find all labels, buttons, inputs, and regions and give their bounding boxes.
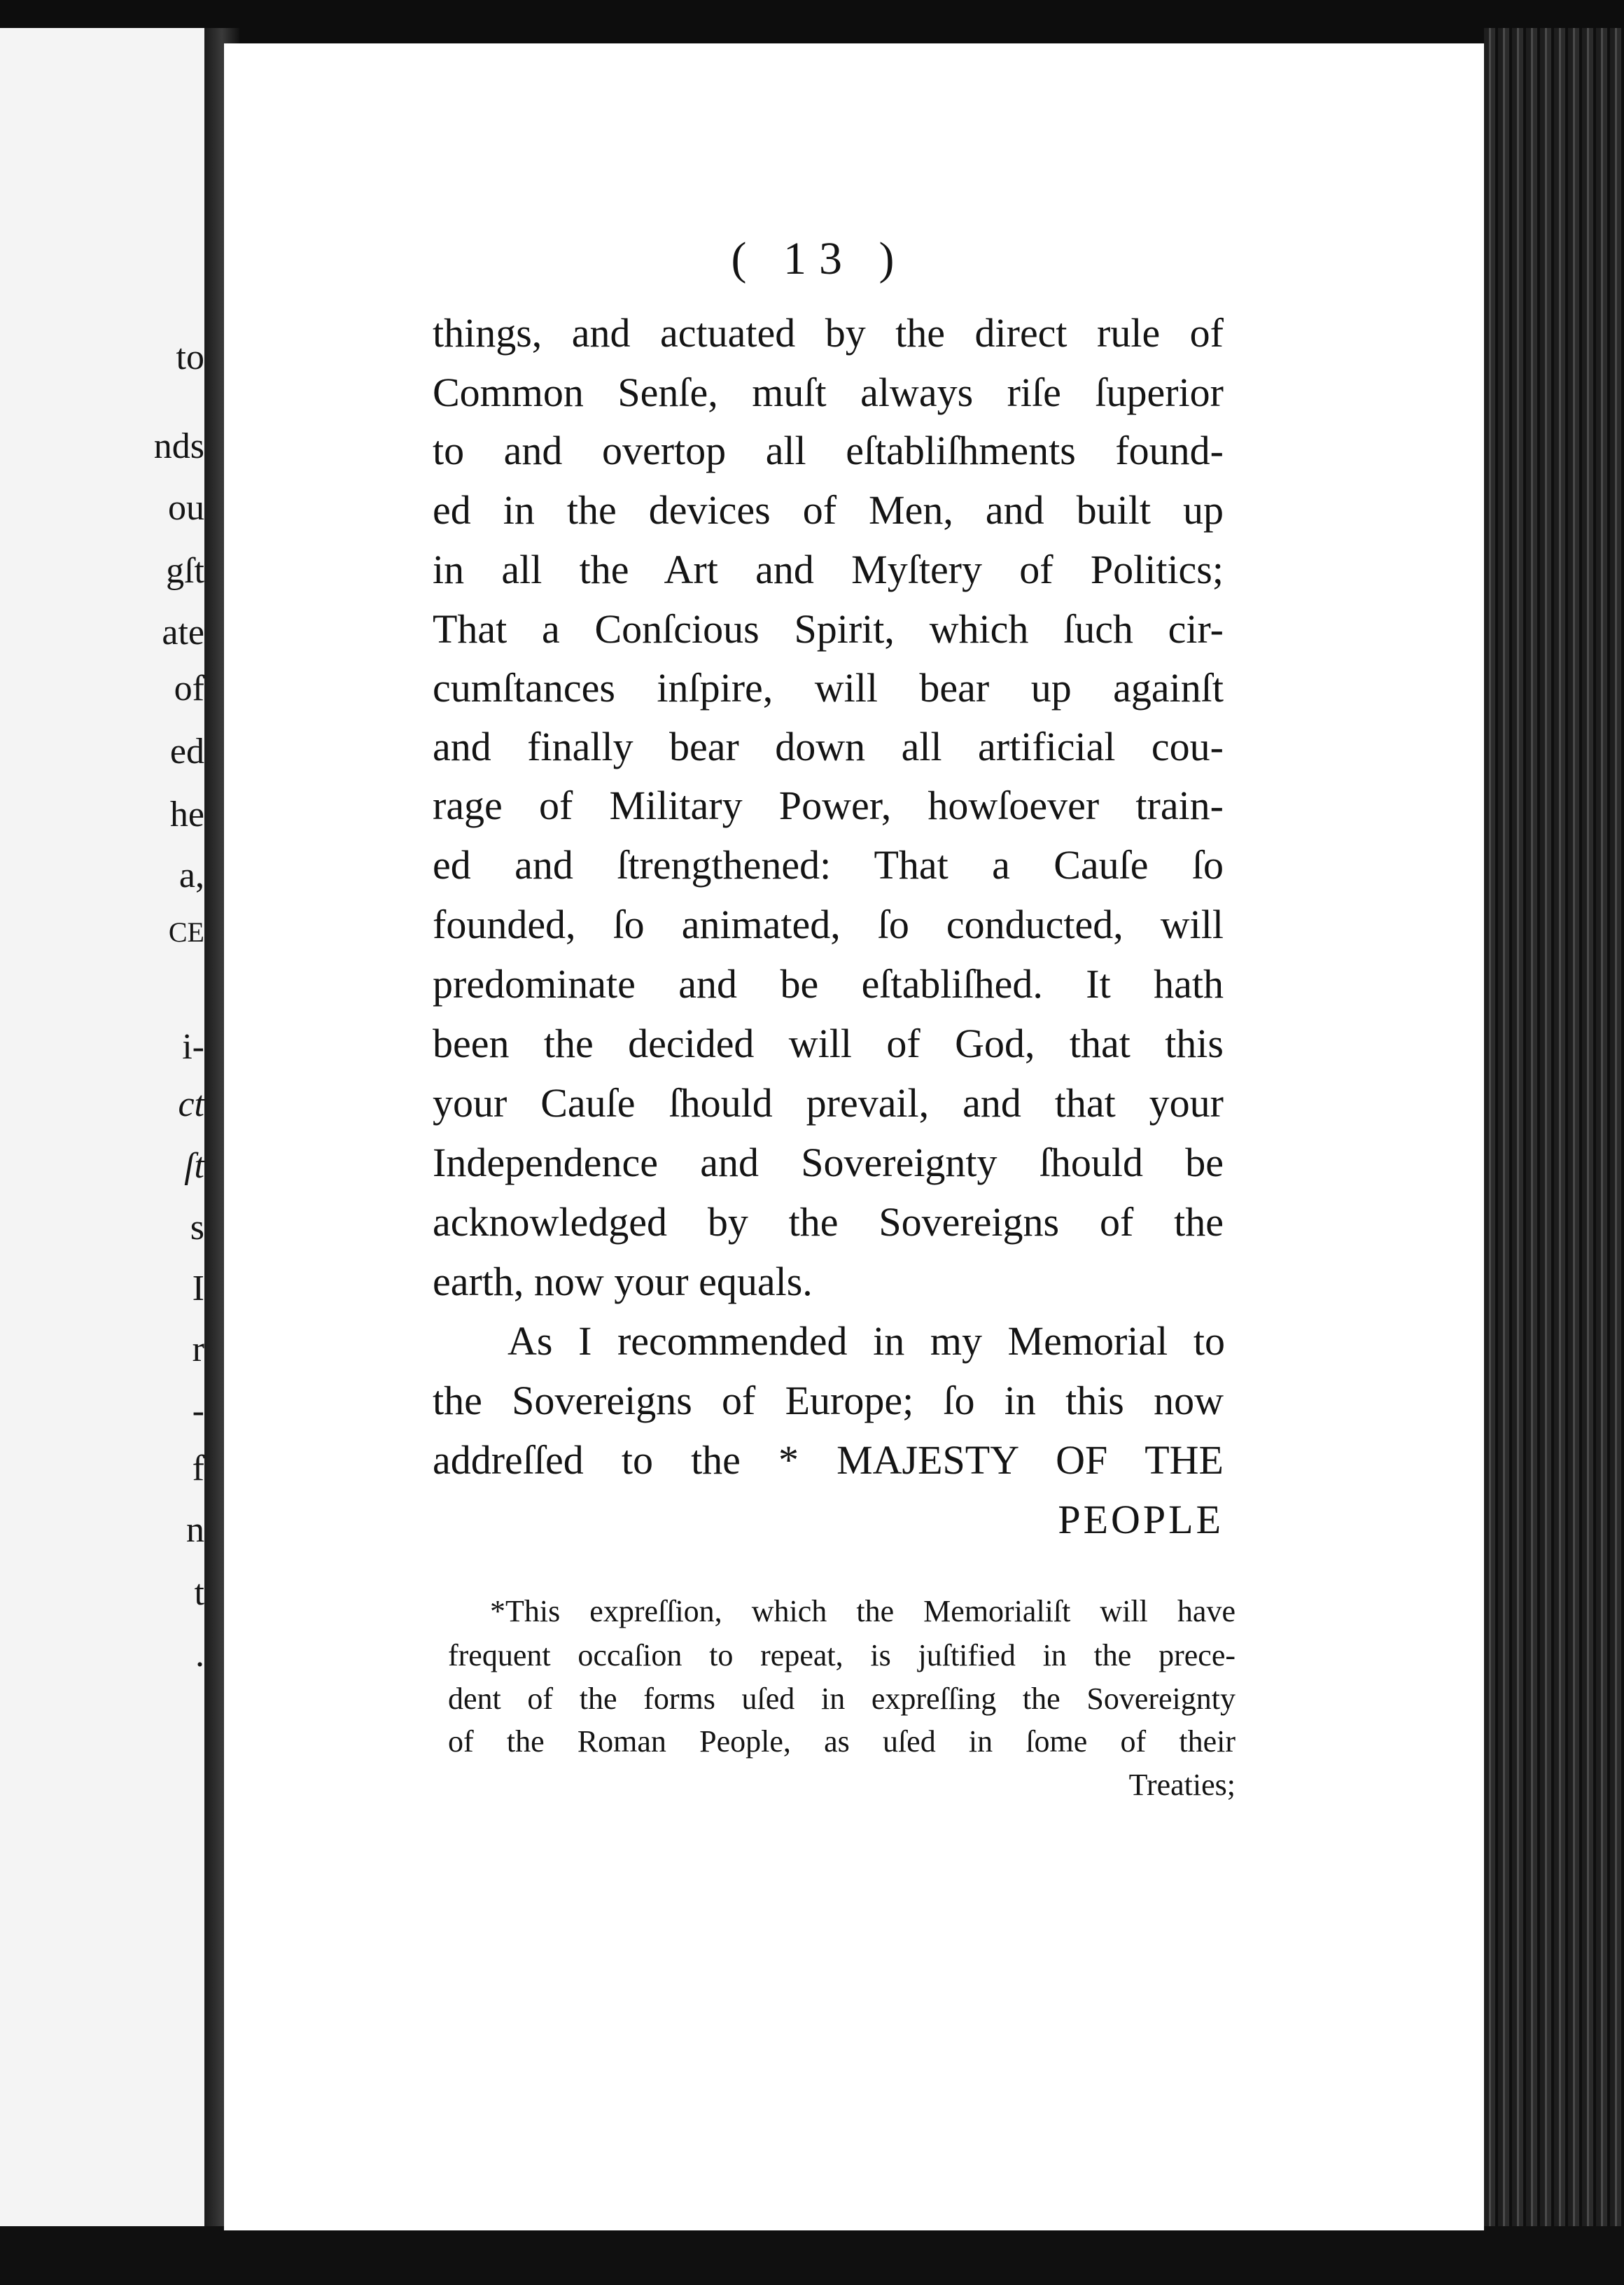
- text-line: cumſtances inſpire, will bear up againſt: [433, 665, 1224, 711]
- left-page-fragment: nds: [153, 426, 204, 466]
- footnote-line: *This expreſſion, which the Memorialiſt will have: [490, 1594, 1236, 1628]
- text-line: and finally bear down all artificial cou-: [433, 724, 1224, 769]
- footnote-catchword: Treaties;: [1128, 1768, 1236, 1802]
- left-page-fragment: ct: [178, 1084, 204, 1124]
- left-page-fragment: .: [195, 1635, 204, 1675]
- footnote-line: frequent occaſion to repeat, is juſtified in the prece-: [448, 1638, 1236, 1672]
- left-page-fragment: i-: [182, 1027, 204, 1067]
- text-line: predominate and be eſtabliſhed. It hath: [433, 961, 1224, 1007]
- text-line: addreſſed to the * MAJESTY OF THE: [433, 1437, 1224, 1483]
- left-page-fragment: -: [192, 1391, 204, 1431]
- text-line: Independence and Sovereignty ſhould be: [433, 1140, 1224, 1185]
- text-line: in all the Art and Myſtery of Politics;: [433, 547, 1224, 592]
- left-page-fragment: ate: [162, 613, 204, 652]
- previous-page-strip: [0, 28, 204, 2226]
- page-number: ( 13 ): [731, 233, 907, 284]
- text-line: things, and actuated by the direct rule of: [433, 310, 1224, 356]
- left-page-fragment: gſt: [166, 551, 204, 591]
- scan-bottom-border: [0, 2226, 1624, 2285]
- left-page-fragment: a,: [178, 855, 204, 895]
- left-page-fragment: of: [174, 669, 204, 708]
- text-line: founded, ſo animated, ſo conducted, will: [433, 902, 1224, 947]
- text-line: earth, now your equals.: [433, 1259, 813, 1304]
- left-page-fragment: n: [186, 1510, 204, 1550]
- text-line: been the decided will of God, that this: [433, 1021, 1224, 1066]
- text-line: to and overtop all eſtabliſhments found-: [433, 428, 1224, 473]
- text-line: your Cauſe ſhould prevail, and that your: [433, 1080, 1224, 1126]
- left-page-fragment: f: [192, 1448, 204, 1488]
- text-line: acknowledged by the Sovereigns of the: [433, 1199, 1224, 1245]
- left-page-fragment: to: [176, 337, 204, 377]
- left-page-fragment: ed: [169, 732, 204, 771]
- text-line: That a Conſcious Spirit, which ſuch cir-: [433, 606, 1224, 652]
- catchword: PEOPLE: [1058, 1497, 1224, 1542]
- text-line: ed and ſtrengthened: That a Cauſe ſo: [433, 842, 1224, 888]
- footnote-line: dent of the forms uſed in expreſſing the Sovereignty: [448, 1682, 1236, 1716]
- left-page-fragment: ſt: [184, 1146, 204, 1186]
- left-page-fragment: I: [192, 1269, 204, 1308]
- left-page-fragment: s: [190, 1208, 204, 1248]
- page-fore-edge: [1484, 28, 1624, 2285]
- text-line: ed in the devices of Men, and built up: [433, 487, 1224, 533]
- text-line: As I recommended in my Memorial to: [507, 1318, 1225, 1364]
- left-page-fragment: ou: [168, 488, 204, 528]
- footnote-line: of the Roman People, as uſed in ſome of their: [448, 1724, 1236, 1759]
- left-page-fragment: he: [169, 795, 204, 834]
- left-page-fragment: r: [192, 1329, 204, 1369]
- left-page-fragment: t: [194, 1573, 204, 1613]
- text-line: rage of Military Power, howſoever train-: [433, 783, 1224, 828]
- left-page-fragment: CE: [168, 916, 204, 948]
- text-line: Common Senſe, muſt always riſe ſuperior: [433, 370, 1224, 415]
- text-line: the Sovereigns of Europe; ſo in this now: [433, 1378, 1224, 1423]
